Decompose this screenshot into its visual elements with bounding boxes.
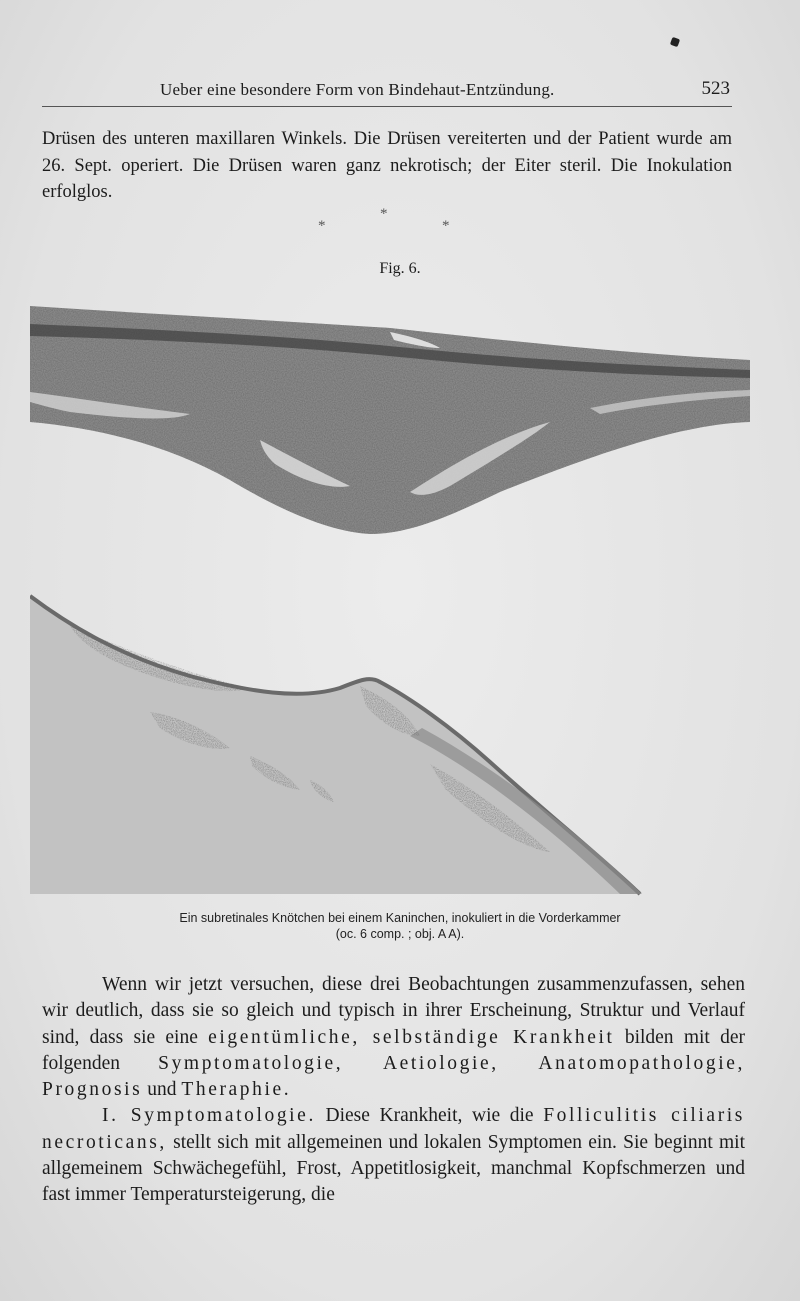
p2-mid: Diese Krankheit, wie die: [315, 1105, 544, 1127]
running-head-title: Ueber eine besondere Form von Bindehaut-Entzündung.: [160, 80, 555, 99]
separator-star-center: *: [380, 206, 388, 222]
figure-caption-line-1: Ein subretinales Knötchen bei einem Kaninchen, inokuliert in die Vorderkammer: [179, 911, 621, 925]
separator-star-left: *: [318, 218, 326, 234]
upper-tissue-cells: [30, 306, 750, 534]
figure-caption-line-2: (oc. 6 comp. ; obj. A A).: [335, 927, 465, 941]
p2-rest: stellt sich mit allgemeinen und lokalen Symptomen ein. Sie beginnt mit allgemeinem Schwächegefühl, Frost, Appetitlosigkeit, manchmal Kopfschmerzen und fast immer Temperatursteigerung, die: [42, 1131, 745, 1206]
ink-mark: [670, 37, 680, 47]
body-text: [42, 972, 745, 1209]
paragraph-symptomatology: [42, 1103, 745, 1208]
histology-illustration: [30, 296, 752, 898]
page-number: 523: [701, 78, 730, 99]
paragraph-summary: [42, 972, 745, 1103]
running-head: [42, 76, 732, 107]
p2-emphasis-folliculitis: Folliculitis ciliaris necroticans,: [42, 1105, 745, 1153]
p2-heading: I. Symptomatologie.: [102, 1105, 316, 1127]
p1-emphasis-therapy: Theraphie.: [181, 1079, 292, 1101]
intro-paragraph-block: [42, 126, 732, 206]
p1-mid: bilden mit der folgenden: [42, 1026, 745, 1074]
section-separator: [300, 206, 470, 234]
lower-tissue-mass: [30, 596, 640, 894]
p1-emphasis-disease: eigentümliche, selbständige Krankheit: [208, 1026, 615, 1048]
figure-caption: [60, 910, 740, 942]
p1-and: und: [142, 1079, 182, 1101]
figure-label: Fig. 6.: [379, 260, 421, 277]
p1-lead: Wenn wir jetzt versuchen, diese drei Beobachtungen zusammenzufassen, sehen wir deutlich, dass sie so gleich und typisch in ihrer Erscheinung, Struktur und Verlauf sind, dass sie eine: [42, 974, 745, 1048]
separator-star-right: *: [442, 218, 450, 234]
p1-emphasis-topics: Symptomatologie, Aetiologie, Anatomopathologie, Prognosis: [42, 1052, 745, 1101]
intro-paragraph: Drüsen des unteren maxillaren Winkels. Die Drüsen vereiterten und der Patient wurde am 26. Sept. operiert. Die Drüsen waren ganz nekrotisch; der Eiter steril. Die Inokulation erfolglos.: [42, 129, 732, 202]
histology-figure: [30, 296, 752, 898]
